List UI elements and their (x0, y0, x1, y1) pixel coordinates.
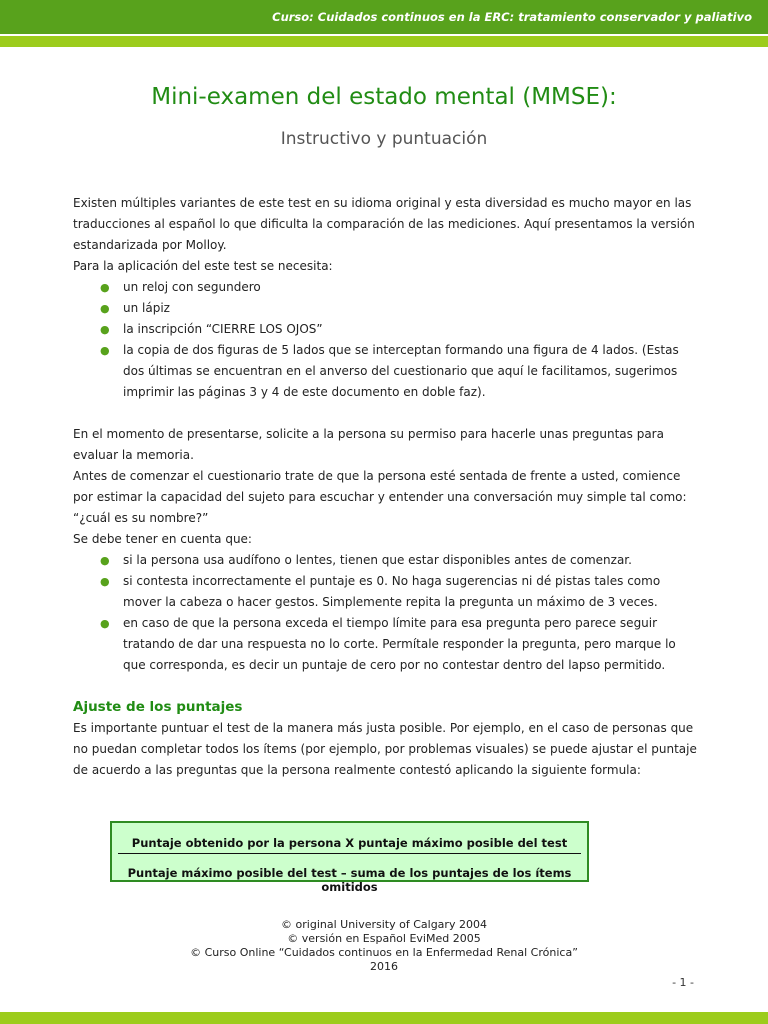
list-item: ● si la persona usa audífono o lentes, tienen que estar disponibles antes de comenzar. (123, 550, 701, 571)
credit-line: © original University of Calgary 2004 (281, 918, 487, 931)
header-stripe (0, 36, 768, 47)
list-item: ● un lápiz (123, 298, 701, 319)
formula-fraction-line (118, 853, 581, 854)
bullet-dot-icon: ● (100, 617, 110, 630)
intro-paragraph-1: Existen múltiples variantes de este test en su idioma original y esta diversidad es mucho mayor en las traducciones al español lo que dificulta la comparación de las mediciones. Aquí presentamos la versión estandarizada por Molloy. (73, 196, 695, 252)
considerations-list (73, 550, 701, 676)
presentation-paragraph-2: Antes de comenzar el cuestionario trate de que la persona esté sentada de frente a usted, comience por estimar la capacidad del sujeto para escuchar y entender una conversación muy simple tal como: “¿cuál es su nombre?” (73, 469, 687, 525)
header-band (0, 0, 768, 34)
presentation-paragraph-3: Se debe tener en cuenta que: (73, 532, 252, 546)
list-item: ● en caso de que la persona exceda el tiempo límite para esa pregunta pero parece seguir tratando de dar una respuesta no lo corte. Permítale responder la pregunta, pero marque lo que corresponda, es decir un puntaje de cero por no contestar dentro del lapso permitido. (123, 613, 701, 676)
credit-line: © versión en Español EviMed 2005 (287, 932, 481, 945)
page-title: Mini-examen del estado mental (MMSE): (151, 84, 617, 110)
list-item: ● la copia de dos figuras de 5 lados que se interceptan formando una figura de 4 lados. (Estas dos últimas se encuentran en el anverso del cuestionario que aquí le facilitamos, sugerimos imprimir las páginas 3 y 4 de este documento en doble faz). (123, 340, 701, 403)
credits (0, 918, 768, 974)
requirements-list (73, 277, 701, 403)
bullet-dot-icon: ● (100, 323, 110, 336)
formula-numerator: Puntaje obtenido por la persona X puntaje máximo posible del test (131, 836, 568, 850)
course-title: Curso: Cuidados continuos en la ERC: tratamiento conservador y paliativo (272, 10, 752, 24)
intro-paragraph-2: Para la aplicación del este test se necesita: (73, 259, 333, 273)
credit-line: 2016 (370, 960, 398, 973)
formula-denominator: Puntaje máximo posible del test – suma de los puntajes de los ítems omitidos (127, 866, 572, 894)
list-item: ● si contesta incorrectamente el puntaje es 0. No haga sugerencias ni dé pistas tales como mover la cabeza o hacer gestos. Simplemente repita la pregunta un máximo de 3 veces. (123, 571, 701, 613)
presentation-paragraph-1: En el momento de presentarse, solicite a la persona su permiso para hacerle unas preguntas para evaluar la memoria. (73, 427, 664, 462)
section-heading-ajuste: Ajuste de los puntajes (73, 699, 243, 715)
bullet-dot-icon: ● (100, 302, 110, 315)
paragraph-gap (73, 403, 701, 424)
bullet-dot-icon: ● (100, 344, 110, 357)
footer-stripe (0, 1012, 768, 1024)
bullet-dot-icon: ● (100, 554, 110, 567)
list-item: ● la inscripción “CIERRE LOS OJOS” (123, 319, 701, 340)
page-number: - 1 - (672, 976, 694, 989)
bullet-dot-icon: ● (100, 281, 110, 294)
formula-box (110, 821, 589, 894)
page-subtitle: Instructivo y puntuación (280, 129, 488, 149)
paragraph-gap (73, 676, 701, 697)
document-body (73, 193, 701, 781)
credit-line: © Curso Online “Cuidados continuos en la Enfermedad Renal Crónica” (190, 946, 578, 959)
adjust-paragraph: Es importante puntuar el test de la manera más justa posible. Por ejemplo, en el caso de personas que no puedan completar todos los ítems (por ejemplo, por problemas visuales) se puede ajustar el puntaje de acuerdo a las preguntas que la persona realmente contestó aplicando la siguiente formula: (73, 721, 697, 777)
bullet-dot-icon: ● (100, 575, 110, 588)
list-item: ● un reloj con segundero (123, 277, 701, 298)
